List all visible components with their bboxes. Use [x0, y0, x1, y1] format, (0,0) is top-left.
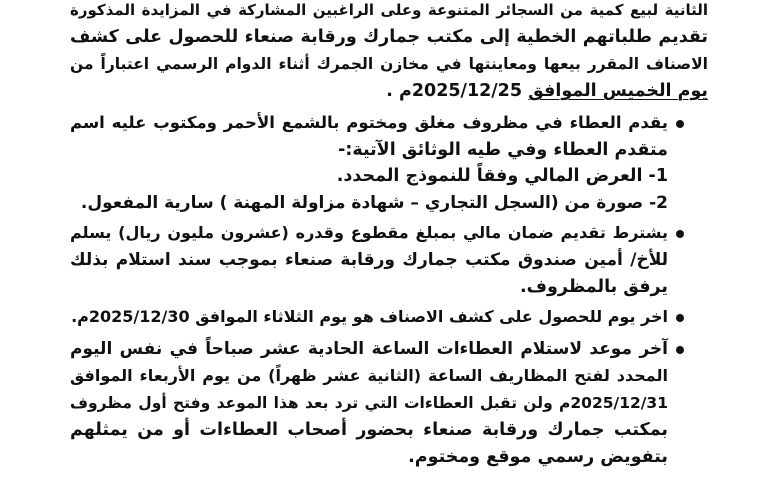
intro-date-value: 2025/12/25م .	[386, 81, 523, 101]
item-2-line-1: يشترط تقديم ضمان مالي بمبلغ مقطوع وقدره (عشرون مليون ريال) يسلم	[70, 223, 668, 242]
item-1-sub-2: 2- صورة من (السجل التجاري – شهادة مزاولة المهنة ) سارية المفعول.	[80, 193, 668, 213]
intro-date-label: يوم الخميس الموافق	[528, 81, 708, 101]
item-2-line-2: للأخ/ أمين صندوق مكتب جمارك ورقابة صنعاء بموجب سند استلام بذلك	[70, 250, 668, 270]
item-4-line-3: 2025/12/31م ولن تقبل العطاءات التي ترد بعد هذا الموعد وفتح أول مظروف	[70, 394, 668, 412]
bullet-3	[676, 314, 684, 322]
item-4-line-5: بتفويض رسمي موقع ومختوم.	[408, 447, 668, 467]
item-1-line-1: يقدم العطاء في مظروف مغلق ومختوم بالشمع الأحمر ومكتوب عليه اسم	[70, 113, 668, 132]
intro-line-1: الثانية لبيع كمية من السجائر المتنوعة وعلى الراغبين المشاركة في المزايدة المذكورة	[70, 1, 708, 19]
bullet-4	[676, 346, 684, 354]
item-4-line-1: آخر موعد لاستلام العطاءات الساعة الحادية عشر صباحاً في نفس اليوم	[70, 339, 668, 359]
item-2-line-3: يرفق بالمظروف.	[519, 277, 668, 297]
intro-line-2: تقديم طلباتهم الخطية إلى مكتب جمارك ورقابة صنعاء للحصول على كشف	[70, 27, 708, 47]
bullet-1	[676, 120, 684, 128]
item-1-sub-1: 1- العرض المالي وفقاً للنموذج المحدد.	[336, 166, 668, 186]
item-4-line-4: بمكتب جمارك ورقابة صنعاء بحضور أصحاب العطاءات أو من يمثلهم	[70, 420, 668, 440]
item-1-line-2: متقدم العطاء وفي طيه الوثائق الآتية:-	[338, 140, 668, 160]
intro-line-3: الاصناف المقرر بيعها ومعاينتها في مخازن الجمرك أثناء الدوام الرسمي اعتباراً من	[70, 55, 708, 73]
item-3-line-1: اخر يوم للحصول على كشف الاصناف هو يوم الثلاثاء الموافق 2025/12/30م.	[71, 307, 668, 326]
item-4-line-2: المحدد لفتح المظاريف الساعة (الثانية عشر ظهراً) من يوم الأربعاء الموافق	[70, 366, 668, 385]
intro-line-4	[70, 77, 708, 105]
bullet-2	[676, 230, 684, 238]
